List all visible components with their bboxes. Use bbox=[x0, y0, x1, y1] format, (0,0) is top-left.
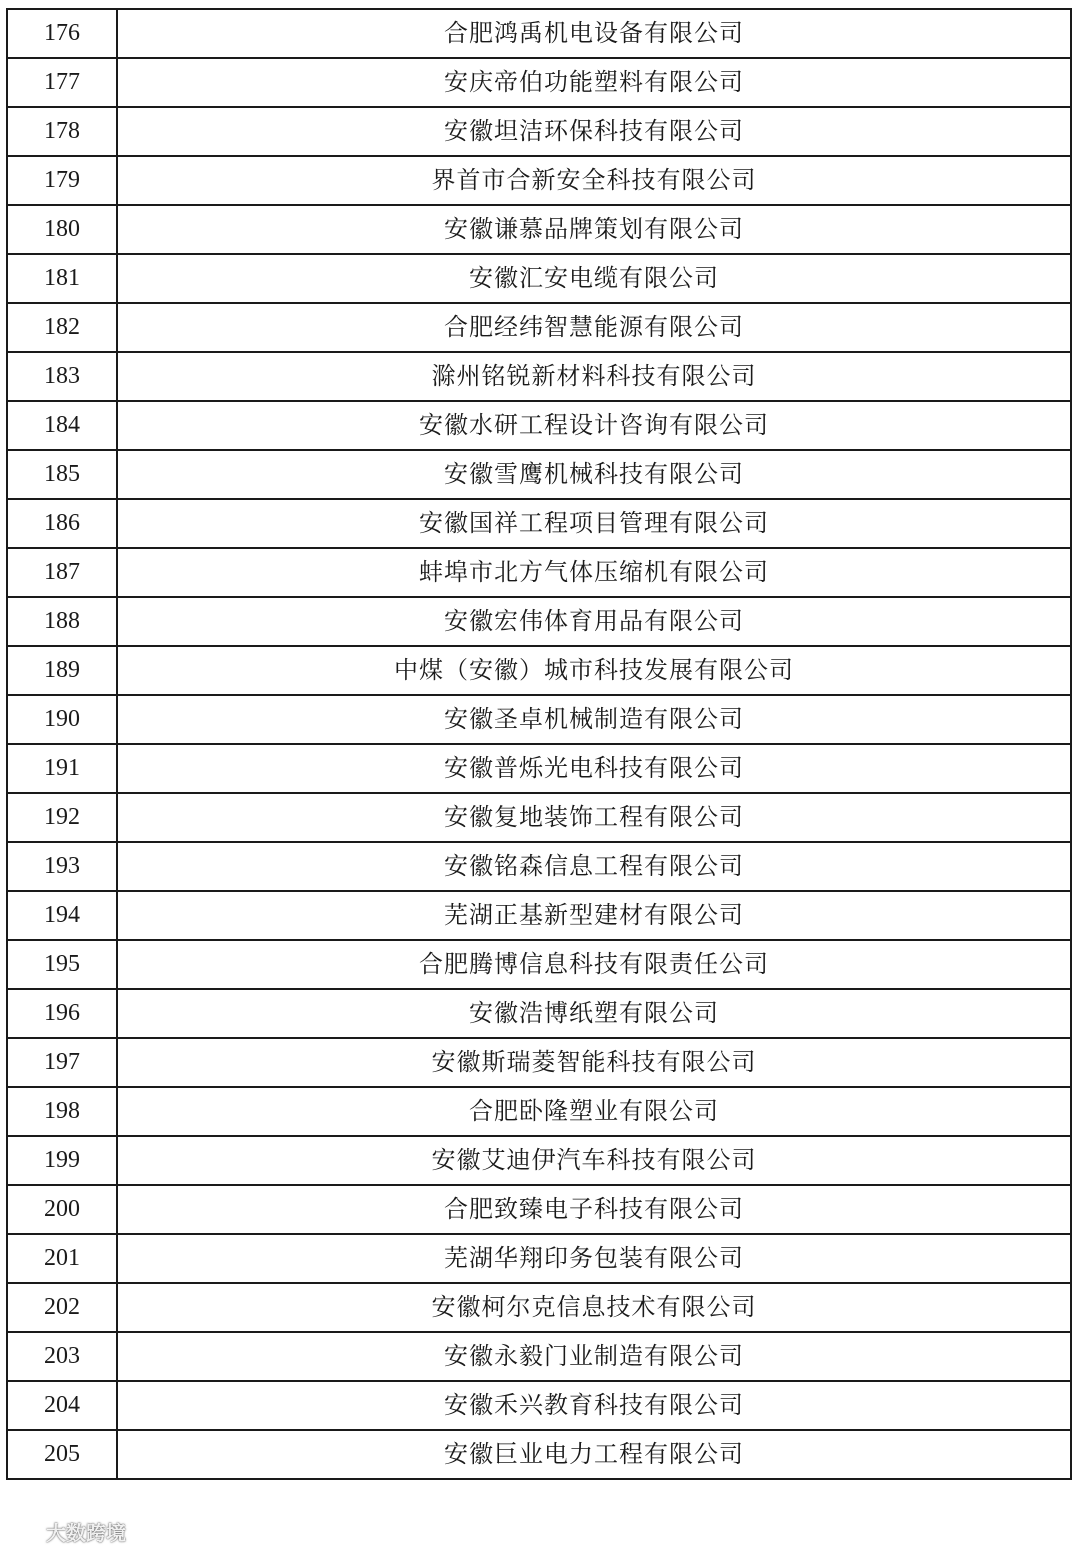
company-name-cell: 安徽坦洁环保科技有限公司 bbox=[117, 107, 1071, 156]
company-name-cell: 芜湖华翔印务包装有限公司 bbox=[117, 1234, 1071, 1283]
company-name-cell: 安徽水研工程设计咨询有限公司 bbox=[117, 401, 1071, 450]
table-row bbox=[7, 793, 1071, 842]
table-row bbox=[7, 646, 1071, 695]
company-list-sheet bbox=[6, 8, 1072, 1480]
table-body bbox=[7, 9, 1071, 1479]
table-row bbox=[7, 450, 1071, 499]
table-row bbox=[7, 303, 1071, 352]
row-index-cell: 196 bbox=[7, 989, 117, 1038]
company-name-cell: 安徽艾迪伊汽车科技有限公司 bbox=[117, 1136, 1071, 1185]
table-row bbox=[7, 891, 1071, 940]
company-name-cell: 安徽铭森信息工程有限公司 bbox=[117, 842, 1071, 891]
table-row bbox=[7, 1038, 1071, 1087]
row-index-cell: 190 bbox=[7, 695, 117, 744]
row-index-cell: 187 bbox=[7, 548, 117, 597]
company-name-cell: 安徽巨业电力工程有限公司 bbox=[117, 1430, 1071, 1479]
table-row bbox=[7, 205, 1071, 254]
row-index-cell: 199 bbox=[7, 1136, 117, 1185]
table-row bbox=[7, 156, 1071, 205]
table-row bbox=[7, 352, 1071, 401]
company-name-cell: 合肥经纬智慧能源有限公司 bbox=[117, 303, 1071, 352]
table-row bbox=[7, 989, 1071, 1038]
company-name-cell: 安徽谦慕品牌策划有限公司 bbox=[117, 205, 1071, 254]
company-name-cell: 安徽柯尔克信息技术有限公司 bbox=[117, 1283, 1071, 1332]
company-name-cell: 安徽永毅门业制造有限公司 bbox=[117, 1332, 1071, 1381]
row-index-cell: 185 bbox=[7, 450, 117, 499]
row-index-cell: 177 bbox=[7, 58, 117, 107]
company-name-cell: 合肥腾博信息科技有限责任公司 bbox=[117, 940, 1071, 989]
table-row bbox=[7, 548, 1071, 597]
table-row bbox=[7, 401, 1071, 450]
company-name-cell: 安徽斯瑞菱智能科技有限公司 bbox=[117, 1038, 1071, 1087]
company-name-cell: 合肥卧隆塑业有限公司 bbox=[117, 1087, 1071, 1136]
table-row bbox=[7, 9, 1071, 58]
company-name-cell: 安徽宏伟体育用品有限公司 bbox=[117, 597, 1071, 646]
row-index-cell: 191 bbox=[7, 744, 117, 793]
table-row bbox=[7, 1283, 1071, 1332]
row-index-cell: 192 bbox=[7, 793, 117, 842]
company-name-cell: 中煤（安徽）城市科技发展有限公司 bbox=[117, 646, 1071, 695]
row-index-cell: 181 bbox=[7, 254, 117, 303]
table-row bbox=[7, 940, 1071, 989]
table-row bbox=[7, 107, 1071, 156]
company-name-cell: 安徽浩博纸塑有限公司 bbox=[117, 989, 1071, 1038]
table-row bbox=[7, 1332, 1071, 1381]
row-index-cell: 179 bbox=[7, 156, 117, 205]
table-row bbox=[7, 1136, 1071, 1185]
table-row bbox=[7, 744, 1071, 793]
company-name-cell: 安庆帝伯功能塑料有限公司 bbox=[117, 58, 1071, 107]
company-name-cell: 合肥致臻电子科技有限公司 bbox=[117, 1185, 1071, 1234]
row-index-cell: 184 bbox=[7, 401, 117, 450]
row-index-cell: 195 bbox=[7, 940, 117, 989]
table-row bbox=[7, 58, 1071, 107]
row-index-cell: 202 bbox=[7, 1283, 117, 1332]
table-row bbox=[7, 1430, 1071, 1479]
company-name-cell: 滁州铭锐新材料科技有限公司 bbox=[117, 352, 1071, 401]
row-index-cell: 193 bbox=[7, 842, 117, 891]
company-name-cell: 界首市合新安全科技有限公司 bbox=[117, 156, 1071, 205]
row-index-cell: 182 bbox=[7, 303, 117, 352]
row-index-cell: 186 bbox=[7, 499, 117, 548]
row-index-cell: 198 bbox=[7, 1087, 117, 1136]
table-row bbox=[7, 254, 1071, 303]
table-row bbox=[7, 842, 1071, 891]
company-name-cell: 合肥鸿禹机电设备有限公司 bbox=[117, 9, 1071, 58]
company-name-cell: 安徽雪鹰机械科技有限公司 bbox=[117, 450, 1071, 499]
row-index-cell: 180 bbox=[7, 205, 117, 254]
row-index-cell: 197 bbox=[7, 1038, 117, 1087]
watermark-text: 大数跨境 bbox=[46, 1520, 126, 1545]
table-row bbox=[7, 1185, 1071, 1234]
row-index-cell: 201 bbox=[7, 1234, 117, 1283]
company-name-cell: 安徽禾兴教育科技有限公司 bbox=[117, 1381, 1071, 1430]
row-index-cell: 203 bbox=[7, 1332, 117, 1381]
row-index-cell: 205 bbox=[7, 1430, 117, 1479]
table-row bbox=[7, 695, 1071, 744]
table-row bbox=[7, 597, 1071, 646]
table-row bbox=[7, 1087, 1071, 1136]
row-index-cell: 183 bbox=[7, 352, 117, 401]
table-row bbox=[7, 1381, 1071, 1430]
table-row bbox=[7, 1234, 1071, 1283]
row-index-cell: 204 bbox=[7, 1381, 117, 1430]
company-name-cell: 安徽普烁光电科技有限公司 bbox=[117, 744, 1071, 793]
weibo-logo-icon bbox=[8, 1516, 40, 1547]
row-index-cell: 200 bbox=[7, 1185, 117, 1234]
table-row bbox=[7, 499, 1071, 548]
row-index-cell: 176 bbox=[7, 9, 117, 58]
company-name-cell: 安徽国祥工程项目管理有限公司 bbox=[117, 499, 1071, 548]
watermark bbox=[8, 1516, 126, 1546]
company-name-cell: 安徽圣卓机械制造有限公司 bbox=[117, 695, 1071, 744]
company-name-cell: 芜湖正基新型建材有限公司 bbox=[117, 891, 1071, 940]
company-name-cell: 安徽汇安电缆有限公司 bbox=[117, 254, 1071, 303]
company-name-cell: 蚌埠市北方气体压缩机有限公司 bbox=[117, 548, 1071, 597]
company-name-cell: 安徽复地装饰工程有限公司 bbox=[117, 793, 1071, 842]
row-index-cell: 178 bbox=[7, 107, 117, 156]
company-table bbox=[6, 8, 1072, 1480]
row-index-cell: 189 bbox=[7, 646, 117, 695]
row-index-cell: 188 bbox=[7, 597, 117, 646]
row-index-cell: 194 bbox=[7, 891, 117, 940]
